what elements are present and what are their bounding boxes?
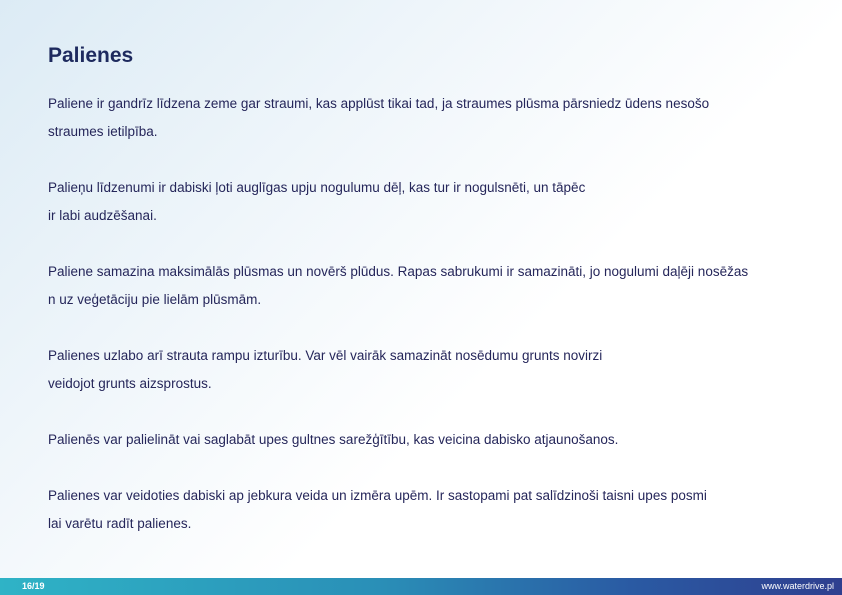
paragraph-line: Palieņu līdzenumi ir dabiski ļoti auglīgas upju nogulumu dēļ, kas tur ir nogulsnēti, un tāpēc — [48, 180, 586, 195]
page-number: 16/19 — [22, 581, 45, 591]
paragraph-line: Palienes uzlabo arī strauta rampu izturību. Var vēl vairāk samazināt nosēdumu grunts novirzi — [48, 348, 603, 363]
paragraph-line: ir labi audzēšanai. — [48, 208, 157, 223]
paragraph-3 — [48, 258, 808, 314]
paragraph-line: straumes ietilpība. — [48, 124, 158, 139]
paragraph-line: lai varētu radīt palienes. — [48, 516, 192, 531]
paragraph-5 — [48, 426, 808, 454]
paragraph-line: Paliene ir gandrīz līdzena zeme gar straumi, kas applūst tikai tad, ja straumes plūsma pārsniedz ūdens nesošo — [48, 96, 710, 111]
website-link[interactable]: www.waterdrive.pl — [761, 581, 834, 591]
paragraph-6 — [48, 482, 808, 538]
paragraph-line: Palienes var veidoties dabiski ap jebkura veida un izmēra upēm. Ir sastopami pat salīdzinoši taisni upes posmi — [48, 488, 707, 503]
paragraph-line: veidojot grunts aizsprostus. — [48, 376, 212, 391]
page-title: Palienes — [48, 44, 134, 67]
paragraph-line: Paliene samazina maksimālās plūsmas un novērš plūdus. Rapas sabrukumi ir samazināti, jo nogulumi daļēji nosēžas — [48, 264, 749, 279]
paragraph-2 — [48, 174, 808, 230]
paragraph-4 — [48, 342, 808, 398]
footer-bar — [0, 578, 842, 595]
paragraph-line: n uz veģetāciju pie lielām plūsmām. — [48, 292, 262, 307]
paragraph-1 — [48, 90, 808, 146]
paragraph-line: Palienēs var palielināt vai saglabāt upes gultnes sarežģītību, kas veicina dabisko atjaunošanos. — [48, 432, 619, 447]
